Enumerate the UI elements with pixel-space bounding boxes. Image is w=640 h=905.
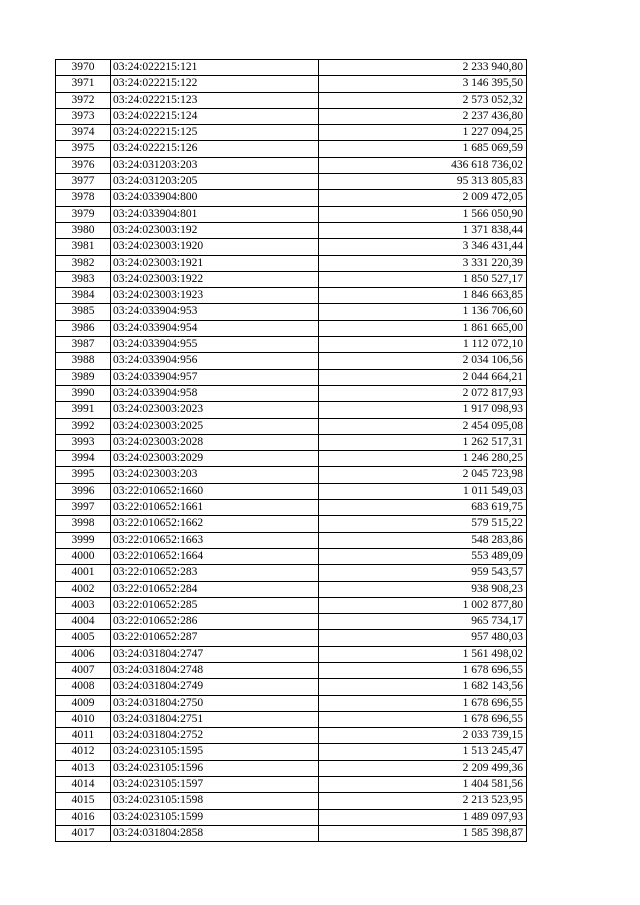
row-number-cell: 3978 [56, 190, 111, 206]
value-cell: 1 002 877,80 [319, 597, 527, 613]
cadastral-number-cell: 03:24:031804:2752 [111, 728, 319, 744]
value-cell: 2 034 106,56 [319, 353, 527, 369]
cadastral-number-cell: 03:24:033904:953 [111, 304, 319, 320]
value-cell: 95 313 805,83 [319, 174, 527, 190]
table-row [56, 255, 527, 271]
cadastral-number-cell: 03:24:031804:2747 [111, 646, 319, 662]
row-number-cell: 4013 [56, 760, 111, 776]
cadastral-number-cell: 03:24:031804:2748 [111, 662, 319, 678]
row-number-cell: 3991 [56, 402, 111, 418]
cadastral-number-cell: 03:24:031804:2749 [111, 679, 319, 695]
value-cell: 2 233 940,80 [319, 60, 527, 76]
value-cell: 1 112 072,10 [319, 337, 527, 353]
table-row [56, 141, 527, 157]
value-cell: 1 371 838,44 [319, 222, 527, 238]
cadastral-number-cell: 03:24:022215:124 [111, 108, 319, 124]
table-row [56, 483, 527, 499]
cadastral-number-cell: 03:22:010652:284 [111, 581, 319, 597]
value-cell: 1 678 696,55 [319, 711, 527, 727]
value-cell: 2 045 723,98 [319, 467, 527, 483]
value-cell: 553 489,09 [319, 548, 527, 564]
value-cell: 1 513 245,47 [319, 744, 527, 760]
row-number-cell: 3982 [56, 255, 111, 271]
row-number-cell: 3989 [56, 369, 111, 385]
cadastral-number-cell: 03:24:022215:126 [111, 141, 319, 157]
value-cell: 579 515,22 [319, 516, 527, 532]
value-cell: 965 734,17 [319, 614, 527, 630]
table-row [56, 695, 527, 711]
row-number-cell: 3997 [56, 500, 111, 516]
row-number-cell: 3985 [56, 304, 111, 320]
table-row [56, 630, 527, 646]
value-cell: 959 543,57 [319, 565, 527, 581]
table-row [56, 271, 527, 287]
cadastral-number-cell: 03:22:010652:1664 [111, 548, 319, 564]
row-number-cell: 3996 [56, 483, 111, 499]
cadastral-number-cell: 03:24:023105:1595 [111, 744, 319, 760]
row-number-cell: 3972 [56, 92, 111, 108]
value-cell: 1 861 665,00 [319, 320, 527, 336]
cadastral-number-cell: 03:24:023105:1599 [111, 809, 319, 825]
table-row [56, 777, 527, 793]
row-number-cell: 4002 [56, 581, 111, 597]
row-number-cell: 4005 [56, 630, 111, 646]
cadastral-number-cell: 03:24:023003:2025 [111, 418, 319, 434]
row-number-cell: 3999 [56, 532, 111, 548]
value-cell: 1 011 549,03 [319, 483, 527, 499]
value-cell: 1 262 517,31 [319, 434, 527, 450]
value-cell: 436 618 736,02 [319, 157, 527, 173]
row-number-cell: 4007 [56, 662, 111, 678]
table-row [56, 597, 527, 613]
table-row [56, 516, 527, 532]
row-number-cell: 3980 [56, 222, 111, 238]
cadastral-number-cell: 03:24:031804:2750 [111, 695, 319, 711]
cadastral-number-cell: 03:22:010652:287 [111, 630, 319, 646]
table-row [56, 76, 527, 92]
row-number-cell: 3981 [56, 239, 111, 255]
row-number-cell: 3992 [56, 418, 111, 434]
row-number-cell: 3998 [56, 516, 111, 532]
table-row [56, 222, 527, 238]
cadastral-number-cell: 03:24:023003:203 [111, 467, 319, 483]
row-number-cell: 4004 [56, 614, 111, 630]
table-row [56, 320, 527, 336]
value-cell: 2 573 052,32 [319, 92, 527, 108]
cadastral-number-cell: 03:24:023003:2029 [111, 451, 319, 467]
table-body [56, 60, 527, 842]
table-row [56, 467, 527, 483]
value-cell: 1 678 696,55 [319, 662, 527, 678]
table-row [56, 190, 527, 206]
table-row [56, 760, 527, 776]
value-cell: 1 917 098,93 [319, 402, 527, 418]
data-table [55, 59, 527, 842]
row-number-cell: 4014 [56, 777, 111, 793]
value-cell: 1 682 143,56 [319, 679, 527, 695]
value-cell: 3 146 395,50 [319, 76, 527, 92]
row-number-cell: 3984 [56, 288, 111, 304]
row-number-cell: 3987 [56, 337, 111, 353]
table-row [56, 385, 527, 401]
table-row [56, 728, 527, 744]
row-number-cell: 3983 [56, 271, 111, 287]
value-cell: 1 685 069,59 [319, 141, 527, 157]
row-number-cell: 4016 [56, 809, 111, 825]
cadastral-number-cell: 03:22:010652:1663 [111, 532, 319, 548]
cadastral-number-cell: 03:24:033904:800 [111, 190, 319, 206]
cadastral-number-cell: 03:24:022215:125 [111, 125, 319, 141]
row-number-cell: 3975 [56, 141, 111, 157]
cadastral-number-cell: 03:24:031203:205 [111, 174, 319, 190]
table-row [56, 825, 527, 841]
row-number-cell: 4015 [56, 793, 111, 809]
value-cell: 1 846 663,85 [319, 288, 527, 304]
cadastral-number-cell: 03:22:010652:286 [111, 614, 319, 630]
value-cell: 938 908,23 [319, 581, 527, 597]
row-number-cell: 3971 [56, 76, 111, 92]
table-row [56, 60, 527, 76]
cadastral-number-cell: 03:24:031804:2751 [111, 711, 319, 727]
table-row [56, 500, 527, 516]
row-number-cell: 4017 [56, 825, 111, 841]
value-cell: 2 009 472,05 [319, 190, 527, 206]
value-cell: 1 678 696,55 [319, 695, 527, 711]
value-cell: 2 033 739,15 [319, 728, 527, 744]
cadastral-number-cell: 03:24:033904:954 [111, 320, 319, 336]
row-number-cell: 4001 [56, 565, 111, 581]
table-row [56, 662, 527, 678]
row-number-cell: 3977 [56, 174, 111, 190]
table-row [56, 304, 527, 320]
value-cell: 1 585 398,87 [319, 825, 527, 841]
row-number-cell: 3973 [56, 108, 111, 124]
cadastral-number-cell: 03:24:023003:1920 [111, 239, 319, 255]
value-cell: 2 454 095,08 [319, 418, 527, 434]
table-row [56, 614, 527, 630]
table-row [56, 125, 527, 141]
row-number-cell: 3995 [56, 467, 111, 483]
cadastral-number-cell: 03:24:033904:956 [111, 353, 319, 369]
cadastral-number-cell: 03:22:010652:1660 [111, 483, 319, 499]
value-cell: 3 346 431,44 [319, 239, 527, 255]
row-number-cell: 4000 [56, 548, 111, 564]
table-row [56, 353, 527, 369]
row-number-cell: 4010 [56, 711, 111, 727]
cadastral-number-cell: 03:24:023105:1598 [111, 793, 319, 809]
cadastral-number-cell: 03:22:010652:1662 [111, 516, 319, 532]
table-row [56, 174, 527, 190]
cadastral-number-cell: 03:22:010652:1661 [111, 500, 319, 516]
cadastral-number-cell: 03:24:023003:1922 [111, 271, 319, 287]
value-cell: 2 072 817,93 [319, 385, 527, 401]
table-row [56, 532, 527, 548]
cadastral-number-cell: 03:22:010652:283 [111, 565, 319, 581]
cadastral-number-cell: 03:24:022215:122 [111, 76, 319, 92]
table-row [56, 157, 527, 173]
cadastral-number-cell: 03:24:023003:2023 [111, 402, 319, 418]
cadastral-number-cell: 03:24:031203:203 [111, 157, 319, 173]
value-cell: 548 283,86 [319, 532, 527, 548]
cadastral-number-cell: 03:24:022215:121 [111, 60, 319, 76]
table-row [56, 548, 527, 564]
table-row [56, 206, 527, 222]
row-number-cell: 3970 [56, 60, 111, 76]
cadastral-number-cell: 03:24:023003:192 [111, 222, 319, 238]
value-cell: 957 480,03 [319, 630, 527, 646]
row-number-cell: 4009 [56, 695, 111, 711]
cadastral-number-cell: 03:24:023003:2028 [111, 434, 319, 450]
row-number-cell: 3993 [56, 434, 111, 450]
table-row [56, 402, 527, 418]
row-number-cell: 4012 [56, 744, 111, 760]
table-row [56, 418, 527, 434]
value-cell: 1 850 527,17 [319, 271, 527, 287]
cadastral-number-cell: 03:24:023003:1921 [111, 255, 319, 271]
table-row [56, 337, 527, 353]
cadastral-number-cell: 03:24:022215:123 [111, 92, 319, 108]
cadastral-number-cell: 03:22:010652:285 [111, 597, 319, 613]
cadastral-number-cell: 03:24:033904:958 [111, 385, 319, 401]
value-cell: 2 213 523,95 [319, 793, 527, 809]
value-cell: 1 227 094,25 [319, 125, 527, 141]
table-row [56, 744, 527, 760]
row-number-cell: 3990 [56, 385, 111, 401]
value-cell: 1 561 498,02 [319, 646, 527, 662]
table-row [56, 92, 527, 108]
row-number-cell: 3988 [56, 353, 111, 369]
table-row [56, 809, 527, 825]
table-row [56, 679, 527, 695]
value-cell: 2 044 664,21 [319, 369, 527, 385]
row-number-cell: 3986 [56, 320, 111, 336]
value-cell: 1 489 097,93 [319, 809, 527, 825]
table-row [56, 711, 527, 727]
table-row [56, 565, 527, 581]
cadastral-number-cell: 03:24:033904:955 [111, 337, 319, 353]
row-number-cell: 3994 [56, 451, 111, 467]
table-row [56, 434, 527, 450]
value-cell: 1 246 280,25 [319, 451, 527, 467]
cadastral-number-cell: 03:24:033904:801 [111, 206, 319, 222]
cadastral-number-cell: 03:24:023105:1596 [111, 760, 319, 776]
table-row [56, 581, 527, 597]
table-row [56, 239, 527, 255]
table-row [56, 369, 527, 385]
value-cell: 683 619,75 [319, 500, 527, 516]
table-row [56, 646, 527, 662]
cadastral-number-cell: 03:24:031804:2858 [111, 825, 319, 841]
row-number-cell: 4008 [56, 679, 111, 695]
cadastral-number-cell: 03:24:023003:1923 [111, 288, 319, 304]
table-row [56, 108, 527, 124]
row-number-cell: 4011 [56, 728, 111, 744]
row-number-cell: 3976 [56, 157, 111, 173]
cadastral-number-cell: 03:24:033904:957 [111, 369, 319, 385]
table-row [56, 451, 527, 467]
row-number-cell: 3974 [56, 125, 111, 141]
value-cell: 3 331 220,39 [319, 255, 527, 271]
table-row [56, 793, 527, 809]
row-number-cell: 4003 [56, 597, 111, 613]
row-number-cell: 3979 [56, 206, 111, 222]
table-row [56, 288, 527, 304]
value-cell: 2 237 436,80 [319, 108, 527, 124]
value-cell: 2 209 499,36 [319, 760, 527, 776]
value-cell: 1 566 050,90 [319, 206, 527, 222]
value-cell: 1 136 706,60 [319, 304, 527, 320]
cadastral-number-cell: 03:24:023105:1597 [111, 777, 319, 793]
value-cell: 1 404 581,56 [319, 777, 527, 793]
row-number-cell: 4006 [56, 646, 111, 662]
